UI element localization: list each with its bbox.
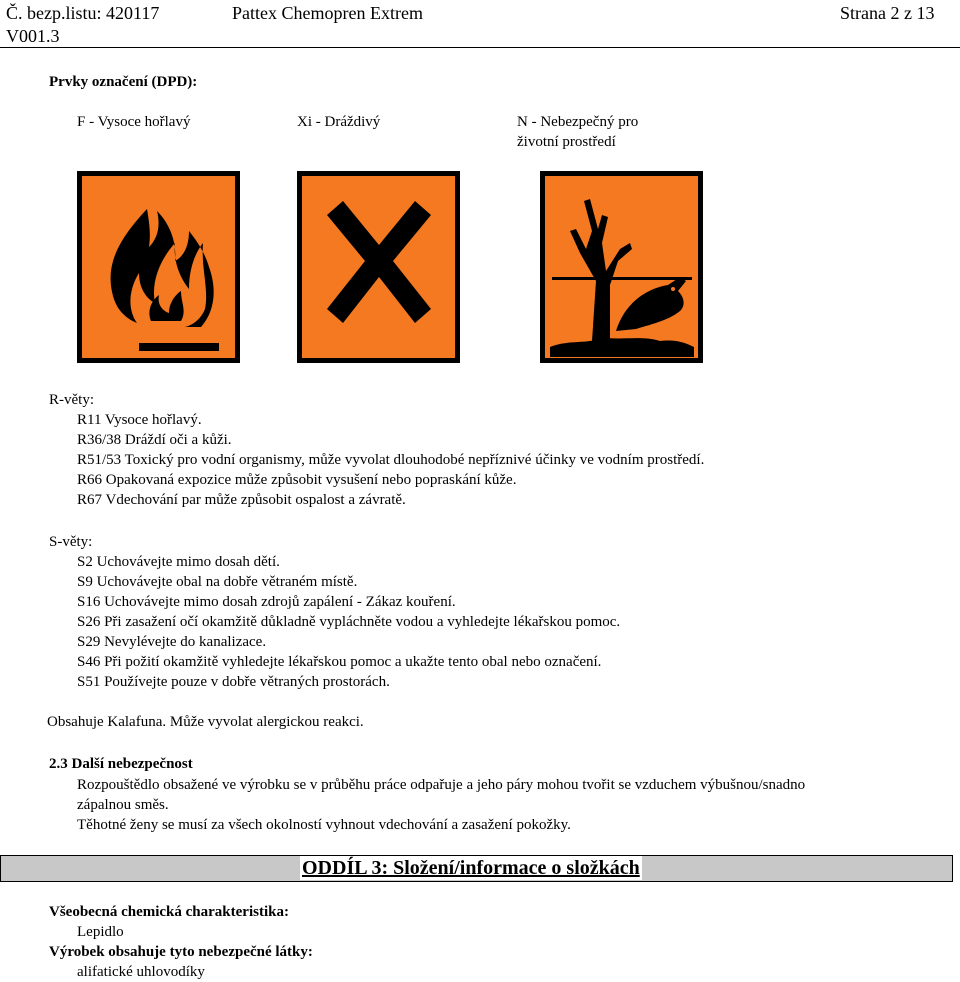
cross-symbol bbox=[297, 171, 460, 363]
labeling-title: Prvky označení (DPD): bbox=[49, 74, 198, 90]
cross-icon bbox=[297, 171, 460, 363]
hazardous-substances-value: alifatické uhlovodíky bbox=[77, 964, 205, 980]
symbol-label-n-line2: životní prostředí bbox=[517, 134, 616, 150]
other-hazards-line: Rozpouštědlo obsažené ve výrobku se v průběhu práce odpařuje a jeho páry mohou tvořit se vzduchem výbušnou/snadno bbox=[77, 777, 806, 793]
symbol-label-xi: Xi - Dráždivý bbox=[297, 114, 381, 130]
r-phrase-item: R36/38 Dráždí oči a kůži. bbox=[77, 432, 232, 448]
sheet-number: Č. bezp.listu: 420117 bbox=[6, 3, 160, 23]
s-phrases-title: S-věty: bbox=[49, 534, 93, 550]
s-phrase-item: S9 Uchovávejte obal na dobře větraném místě. bbox=[77, 574, 358, 590]
environment-symbol bbox=[540, 171, 703, 363]
general-characteristic-value: Lepidlo bbox=[77, 924, 124, 940]
r-phrase-item: R11 Vysoce hořlavý. bbox=[77, 412, 202, 428]
other-hazards-title: 2.3 Další nebezpečnost bbox=[49, 756, 193, 772]
section-3-title: ODDÍL 3: Složení/informace o složkách bbox=[302, 857, 640, 879]
contains-note: Obsahuje Kalafuna. Může vyvolat alergickou reakci. bbox=[47, 714, 364, 730]
symbol-label-f: F - Vysoce hořlavý bbox=[77, 114, 191, 130]
r-phrases-title: R-věty: bbox=[49, 392, 94, 408]
r-phrase-item: R67 Vdechování par může způsobit ospalost a závratě. bbox=[77, 492, 406, 508]
page-number: Strana 2 z 13 bbox=[840, 3, 935, 23]
version: V001.3 bbox=[6, 26, 60, 46]
general-characteristic-label: Všeobecná chemická charakteristika: bbox=[49, 904, 289, 920]
header-rule bbox=[0, 47, 960, 48]
r-phrase-item: R66 Opakovaná expozice může způsobit vysušení nebo popraskání kůže. bbox=[77, 472, 517, 488]
s-phrase-item: S2 Uchovávejte mimo dosah dětí. bbox=[77, 554, 280, 570]
flame-symbol bbox=[77, 171, 240, 363]
s-phrase-item: S46 Při požití okamžitě vyhledejte lékařskou pomoc a ukažte tento obal nebo označení. bbox=[77, 654, 602, 670]
other-hazards-line: zápalnou směs. bbox=[77, 797, 169, 813]
symbol-label-n-line1: N - Nebezpečný pro bbox=[517, 114, 639, 130]
s-phrase-item: S16 Uchovávejte mimo dosah zdrojů zapálení - Zákaz kouření. bbox=[77, 594, 456, 610]
s-phrase-item: S26 Při zasažení očí okamžitě důkladně vypláchněte vodou a vyhledejte lékařskou pomoc. bbox=[77, 614, 621, 630]
s-phrase-item: S29 Nevylévejte do kanalizace. bbox=[77, 634, 267, 650]
hazardous-substances-label: Výrobek obsahuje tyto nebezpečné látky: bbox=[49, 944, 313, 960]
other-hazards-line: Těhotné ženy se musí za všech okolností vyhnout vdechování a zasažení pokožky. bbox=[77, 817, 571, 833]
product-name: Pattex Chemopren Extrem bbox=[232, 3, 423, 23]
dead-tree-fish-icon bbox=[540, 171, 703, 363]
flame-icon bbox=[77, 171, 240, 363]
s-phrase-item: S51 Používejte pouze v dobře větraných prostorách. bbox=[77, 674, 390, 690]
r-phrase-item: R51/53 Toxický pro vodní organismy, může vyvolat dlouhodobé nepříznivé účinky ve vodním prostředí. bbox=[77, 452, 705, 468]
